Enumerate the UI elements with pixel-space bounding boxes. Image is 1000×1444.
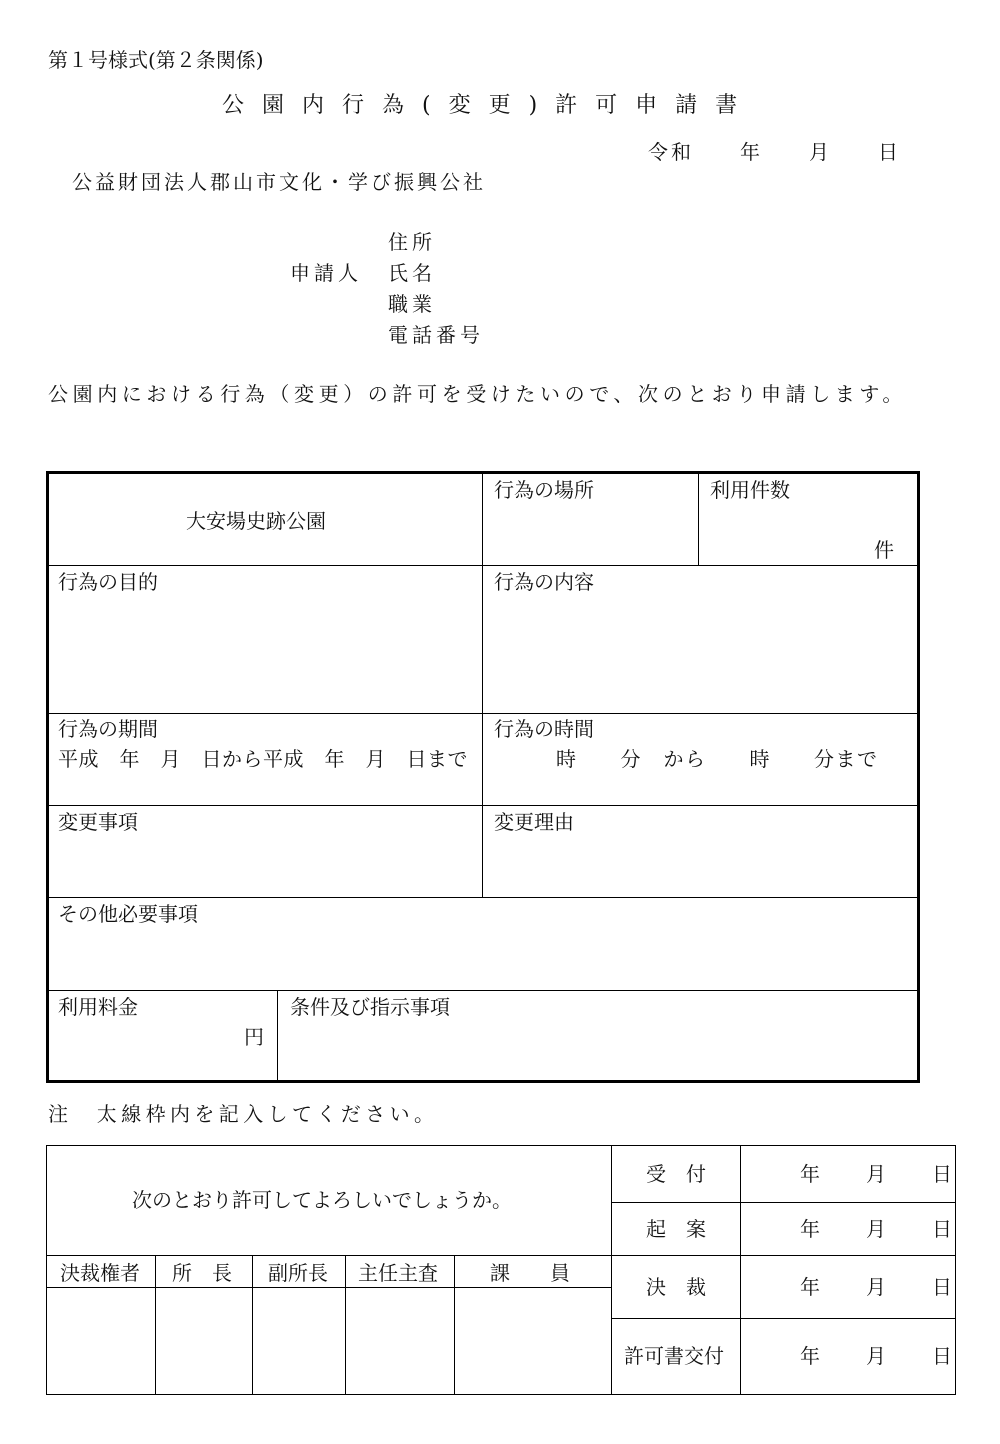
step-date-decision: 年 月 日 [800, 1275, 954, 1299]
row-divider [48, 897, 918, 898]
row-divider [47, 1287, 612, 1288]
column-divider [698, 473, 699, 565]
header-deputy-director: 副所長 [268, 1261, 328, 1285]
other-label: その他必要事項 [58, 902, 198, 926]
page-title: 公園内行為(変更)許可申請書 [222, 93, 756, 118]
fee-label: 利用料金 [58, 995, 138, 1019]
row-divider [612, 1255, 955, 1256]
column-divider [277, 990, 278, 1081]
row-divider [47, 1255, 612, 1256]
row-divider [612, 1318, 955, 1319]
column-divider [252, 1255, 253, 1394]
step-label-draft: 起 案 [646, 1217, 706, 1241]
column-divider [454, 1255, 455, 1394]
count-unit: 件 [874, 538, 894, 562]
application-table [46, 471, 920, 1083]
header-chief-inspector: 主任主査 [358, 1261, 438, 1285]
header-staff: 課 員 [490, 1261, 570, 1285]
row-divider [48, 990, 918, 991]
time-label: 行為の時間 [494, 717, 594, 741]
column-divider [611, 1146, 612, 1394]
purpose-label: 行為の目的 [58, 570, 158, 594]
approval-question: 次のとおり許可してよろしいでしょうか。 [132, 1188, 512, 1212]
fee-unit: 円 [244, 1025, 264, 1049]
column-divider [482, 473, 483, 897]
application-statement: 公園内における行為（変更）の許可を受けたいので、次のとおり申請します。 [48, 382, 907, 406]
change-reason-label: 変更理由 [494, 810, 574, 834]
header-director: 所 長 [172, 1261, 232, 1285]
place-label: 行為の場所 [494, 478, 594, 502]
conditions-label: 条件及び指示事項 [290, 995, 450, 1019]
row-divider [612, 1202, 955, 1203]
step-date-draft: 年 月 日 [800, 1217, 954, 1241]
applicant-label: 申請人 [290, 261, 362, 285]
row-divider [48, 713, 918, 714]
step-label-reception: 受 付 [646, 1162, 706, 1186]
occupation-label: 職業 [388, 292, 436, 316]
period-value: 平成 年 月 日から平成 年 月 日まで [58, 747, 468, 771]
row-divider [48, 565, 918, 566]
name-label: 氏名 [388, 261, 436, 285]
address-label: 住所 [388, 230, 436, 254]
park-name: 大安場史跡公園 [186, 509, 326, 533]
time-value: 時 分 から 時 分まで [556, 747, 879, 771]
content-label: 行為の内容 [494, 570, 594, 594]
form-number: 第１号様式(第２条関係) [48, 48, 264, 72]
period-label: 行為の期間 [58, 717, 158, 741]
header-approver: 決裁権者 [60, 1261, 140, 1285]
column-divider [740, 1146, 741, 1394]
count-label: 利用件数 [710, 478, 790, 502]
change-items-label: 変更事項 [58, 810, 138, 834]
row-divider [48, 805, 918, 806]
date-line: 令和 年 月 日 [648, 140, 901, 164]
step-date-permit-issue: 年 月 日 [800, 1344, 954, 1368]
note: 注 太線枠内を記入してください。 [48, 1102, 439, 1126]
step-label-permit-issue: 許可書交付 [624, 1344, 724, 1368]
organization-name: 公益財団法人郡山市文化・学び振興公社 [72, 170, 486, 194]
step-label-decision: 決 裁 [646, 1275, 706, 1299]
column-divider [155, 1255, 156, 1394]
column-divider [345, 1255, 346, 1394]
phone-label: 電話番号 [388, 323, 484, 347]
step-date-reception: 年 月 日 [800, 1162, 954, 1186]
